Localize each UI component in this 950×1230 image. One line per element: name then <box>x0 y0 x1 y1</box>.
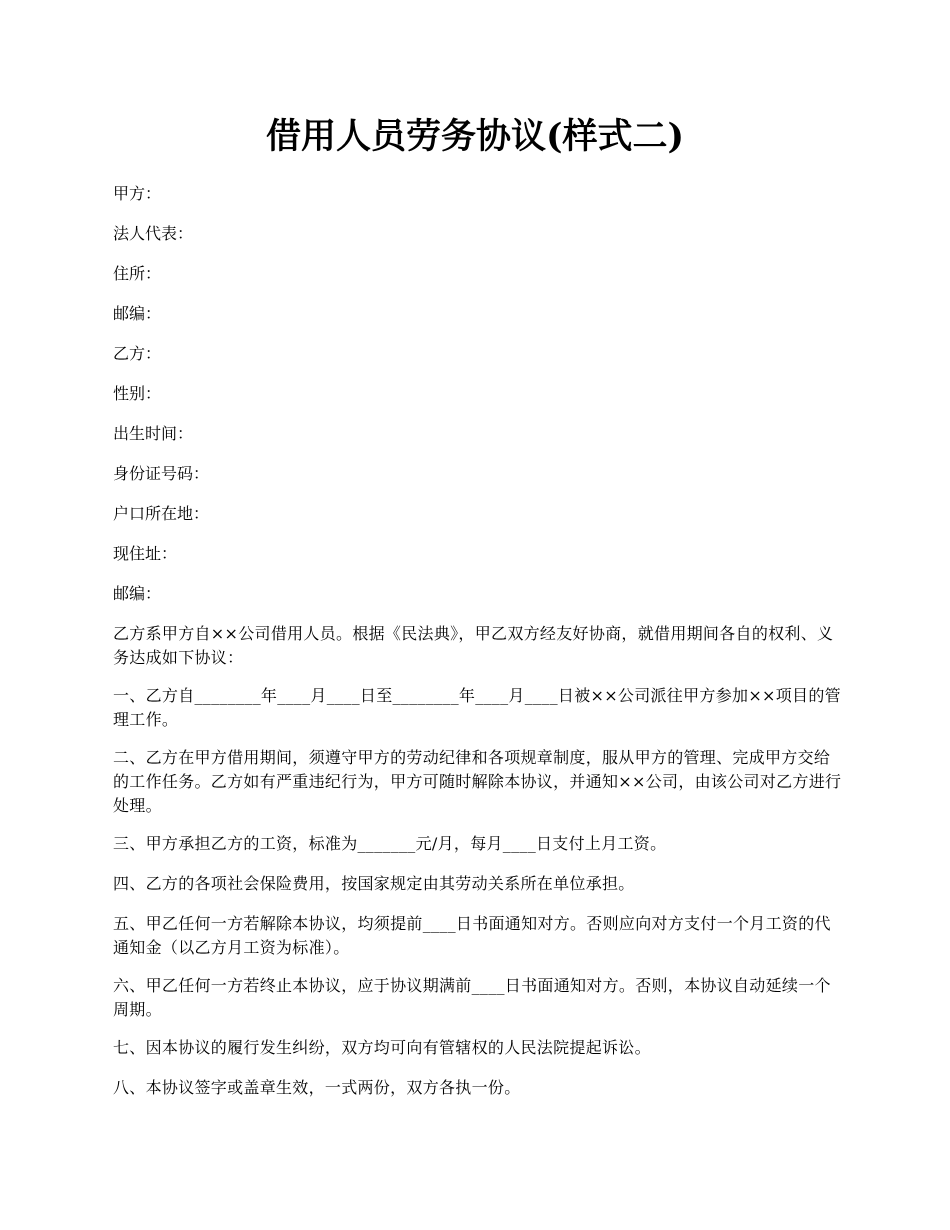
clause-8: 八、本协议签字或盖章生效，一式两份，双方各执一份。 <box>113 1078 521 1097</box>
field-legal-representative: 法人代表： <box>113 224 194 243</box>
field-gender: 性别： <box>113 384 162 403</box>
field-party-a: 甲方： <box>113 184 162 203</box>
field-household-registration: 户口所在地： <box>113 504 210 523</box>
clause-4: 四、乙方的各项社会保险费用，按国家规定由其劳动关系所在单位承担。 <box>113 874 635 893</box>
clause-2: 二、乙方在甲方借用期间，须遵守甲方的劳动纪律和各项规章制度，服从甲方的管理、完成甲方交给的工作任务。乙方如有严重违纪行为，甲方可随时解除本协议，并通知××公司，由该公司对乙方进行处理。 <box>113 748 842 815</box>
field-residence: 住所： <box>113 264 162 283</box>
field-postcode-a: 邮编： <box>113 304 162 323</box>
clause-5: 五、甲乙任何一方若解除本协议，均须提前____日书面通知对方。否则应向对方支付一个月工资的代通知金（以乙方月工资为标准）。 <box>113 914 831 957</box>
clause-6: 六、甲乙任何一方若终止本协议，应于协议期满前____日书面通知对方。否则，本协议自动延续一个周期。 <box>113 976 831 1019</box>
field-party-b: 乙方： <box>113 344 162 363</box>
clause-1: 一、乙方自________年____月____日至________年____月____日被××公司派往甲方参加××项目的管理工作。 <box>113 686 841 729</box>
clause-7: 七、因本协议的履行发生纠纷，双方均可向有管辖权的人民法院提起诉讼。 <box>113 1038 651 1057</box>
document-title: 借用人员劳务协议(样式二) <box>265 116 685 157</box>
field-current-address: 现住址： <box>113 544 178 563</box>
clause-3: 三、甲方承担乙方的工资，标准为_______元/月，每月____日支付上月工资。 <box>113 834 667 853</box>
field-id-number: 身份证号码： <box>113 464 210 483</box>
field-postcode-b: 邮编： <box>113 584 162 603</box>
intro-paragraph: 乙方系甲方自××公司借用人员。根据《民法典》，甲乙双方经友好协商，就借用期间各自的权利、义务达成如下协议： <box>113 624 834 667</box>
field-birth-date: 出生时间： <box>113 424 194 443</box>
